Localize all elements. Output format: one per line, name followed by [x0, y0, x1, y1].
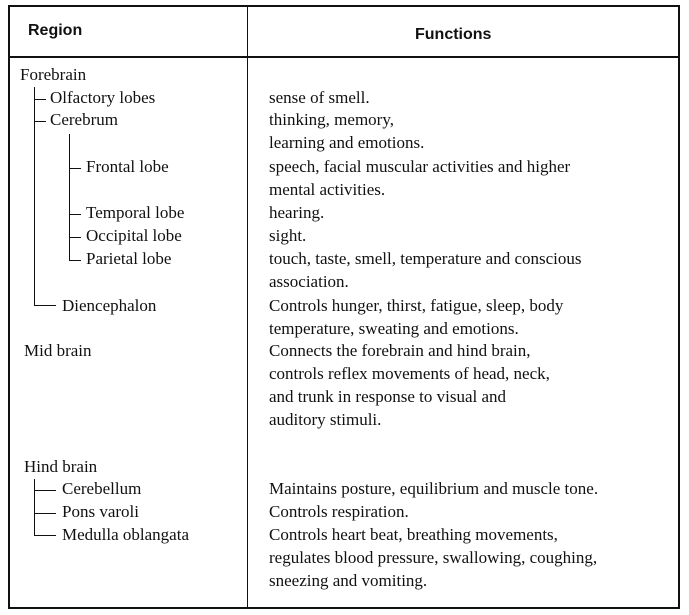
function-diencephalon-2: temperature, sweating and emotions.: [269, 319, 519, 338]
region-mid-brain: Mid brain: [24, 341, 92, 360]
function-medulla-3: sneezing and vomiting.: [269, 571, 428, 590]
header-functions: Functions: [415, 26, 492, 43]
brain-regions-table: [8, 5, 680, 609]
function-temporal-1: hearing.: [269, 203, 325, 222]
region-frontal-lobe: Frontal lobe: [86, 157, 169, 176]
function-medulla-2: regulates blood pressure, swallowing, coughing,: [269, 548, 598, 567]
region-temporal-lobe: Temporal lobe: [86, 203, 185, 222]
function-midbrain-2: controls reflex movements of head, neck,: [269, 364, 550, 383]
function-frontal-1: speech, facial muscular activities and higher: [269, 157, 571, 176]
function-midbrain-4: auditory stimuli.: [269, 410, 382, 429]
function-midbrain-3: and trunk in response to visual and: [269, 387, 507, 406]
region-pons-varoli: Pons varoli: [62, 502, 139, 521]
function-occipital-1: sight.: [269, 226, 307, 245]
function-parietal-2: association.: [269, 272, 349, 291]
region-hind-brain: Hind brain: [24, 457, 98, 476]
region-cerebrum: Cerebrum: [50, 110, 118, 129]
region-parietal-lobe: Parietal lobe: [86, 249, 172, 268]
region-medulla-oblangata: Medulla oblangata: [62, 525, 189, 544]
region-forebrain: Forebrain: [20, 65, 87, 84]
column-divider: [247, 7, 248, 607]
function-cerebellum-1: Maintains posture, equilibrium and muscle tone.: [269, 479, 599, 498]
function-medulla-1: Controls heart beat, breathing movements,: [269, 525, 558, 544]
region-diencephalon: Diencephalon: [62, 296, 157, 315]
region-cerebellum: Cerebellum: [62, 479, 142, 498]
function-frontal-2: mental activities.: [269, 180, 386, 199]
function-diencephalon-1: Controls hunger, thirst, fatigue, sleep, body: [269, 296, 564, 315]
region-occipital-lobe: Occipital lobe: [86, 226, 182, 245]
function-olfactory-1: sense of smell.: [269, 88, 370, 107]
function-cerebrum-2: learning and emotions.: [269, 133, 425, 152]
function-parietal-1: touch, taste, smell, temperature and conscious: [269, 249, 582, 268]
header-divider: [10, 56, 678, 58]
header-region: Region: [28, 22, 83, 39]
function-pons-1: Controls respiration.: [269, 502, 409, 521]
function-cerebrum-1: thinking, memory,: [269, 110, 394, 129]
function-midbrain-1: Connects the forebrain and hind brain,: [269, 341, 531, 360]
region-olfactory-lobes: Olfactory lobes: [50, 88, 156, 107]
